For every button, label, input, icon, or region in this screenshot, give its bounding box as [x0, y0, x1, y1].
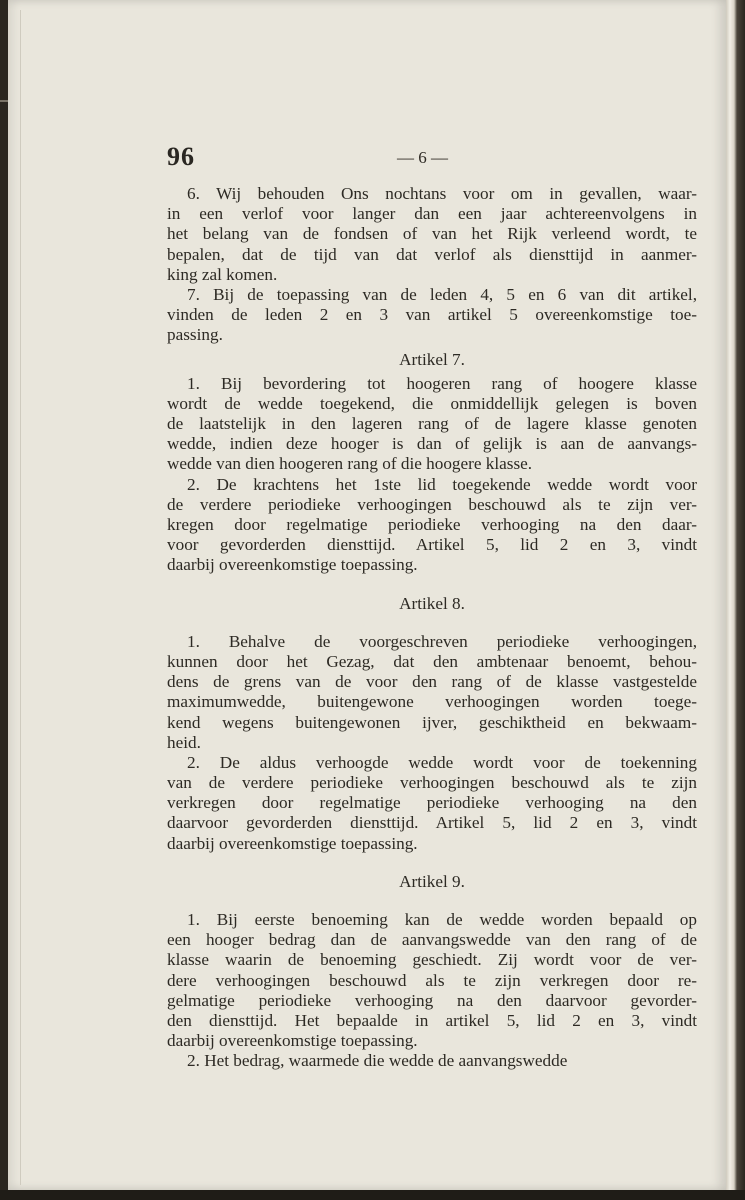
text-line: 2. De krachtens het 1ste lid toegekende wedde wordt voor	[187, 474, 697, 494]
text-line: 7. Bij de toepassing van de leden 4, 5 en 6 van dit artikel,	[187, 284, 697, 304]
text-line: bepalen, dat de tijd van dat verlof als diensttijd in aanmer-	[167, 244, 697, 264]
margin-mark	[0, 100, 8, 102]
text-line: passing.	[167, 325, 223, 345]
text-line: een hooger bedrag dan de aanvangswedde van den rang of de	[167, 930, 697, 950]
text-line: kend wegens buitengewonen ijver, geschiktheid en bekwaam-	[167, 712, 697, 732]
paragraph	[167, 910, 697, 1051]
article-heading: Artikel 7.	[399, 349, 465, 369]
text-line: het belang van de fondsen of van het Rijk verleend wordt, te	[167, 224, 697, 244]
text-line: verkregen door regelmatige periodieke verhooging na den	[167, 793, 697, 813]
page-header	[167, 142, 697, 182]
text-line: 6. Wij behouden Ons nochtans voor om in gevallen, waar-	[187, 184, 697, 203]
text-line: kregen door regelmatige periodieke verhooging na den daar-	[167, 515, 697, 534]
article-heading: Artikel 9.	[399, 871, 465, 891]
text-line: dere verhoogingen beschouwd als te zijn verkregen door re-	[167, 970, 697, 990]
text-line: klasse waarin de benoeming geschiedt. Zij wordt voor de ver-	[167, 950, 697, 970]
paragraph	[167, 285, 697, 346]
paragraph	[167, 374, 697, 475]
text-line: maximumwedde, buitengewone verhoogingen worden toege-	[167, 692, 697, 712]
text-line: heid.	[167, 732, 201, 752]
body-text	[167, 184, 697, 1072]
article-heading: Artikel 8.	[399, 593, 465, 613]
text-line: dens de grens van de voor den rang of de klasse vastgestelde	[167, 672, 697, 692]
text-line: den diensttijd. Het bepaalde in artikel 5, lid 2 en 3, vindt	[167, 1010, 697, 1030]
paragraph	[167, 632, 697, 753]
text-line: 1. Behalve de voorgeschreven periodieke verhoogingen,	[187, 631, 697, 651]
text-line: gelmatige periodieke verhooging na den daarvoor gevorder-	[167, 990, 697, 1010]
text-line: kunnen door het Gezag, dat den ambtenaar benoemt, behou-	[167, 651, 697, 671]
text-line: 1. Bij bevordering tot hoogeren rang of hoogere klasse	[187, 373, 697, 393]
text-line: wordt de wedde toegekend, die onmiddellijk gelegen is boven	[167, 393, 697, 413]
text-line: 2. Het bedrag, waarmede die wedde de aanvangswedde	[187, 1051, 568, 1071]
text-line: daarbij overeenkomstige toepassing.	[167, 555, 418, 575]
text-line: daarbij overeenkomstige toepassing.	[167, 1031, 418, 1051]
text-line: in een verlof voor langer dan een jaar achtereenvolgens in	[167, 204, 697, 224]
sheet-number: — 6 —	[397, 148, 448, 167]
text-line: voor gevorderden diensttijd. Artikel 5, lid 2 en 3, vindt	[167, 535, 697, 555]
book-spine-shadow	[0, 0, 8, 1200]
page-fold-line	[20, 10, 21, 1185]
text-line: wedde, indien deze hooger is dan of gelijk is aan de aanvangs-	[167, 434, 697, 454]
paragraph	[167, 475, 697, 576]
paragraph	[167, 184, 697, 285]
text-line: van de verdere periodieke verhoogingen beschouwd als te zijn	[167, 773, 697, 793]
bottom-shadow	[0, 1190, 745, 1200]
page-edge	[726, 0, 745, 1200]
text-line: daarvoor gevorderden diensttijd. Artikel 5, lid 2 en 3, vindt	[167, 813, 697, 833]
text-line: wedde van dien hoogeren rang of die hoogere klasse.	[167, 454, 533, 474]
text-line: 1. Bij eerste benoeming kan de wedde worden bepaald op	[187, 910, 697, 929]
text-line: de laatstelijk in den lageren rang of de lagere klasse genoten	[167, 414, 697, 434]
page-number: 96	[167, 142, 195, 171]
paragraph	[167, 1051, 697, 1071]
text-line: daarbij overeenkomstige toepassing.	[167, 833, 418, 853]
text-line: vinden de leden 2 en 3 van artikel 5 overeenkomstige toe-	[167, 305, 697, 325]
text-line: 2. De aldus verhoogde wedde wordt voor de toekenning	[187, 752, 697, 772]
text-line: king zal komen.	[167, 264, 278, 284]
paragraph	[167, 753, 697, 854]
text-line: de verdere periodieke verhoogingen beschouwd als te zijn ver-	[167, 494, 697, 514]
